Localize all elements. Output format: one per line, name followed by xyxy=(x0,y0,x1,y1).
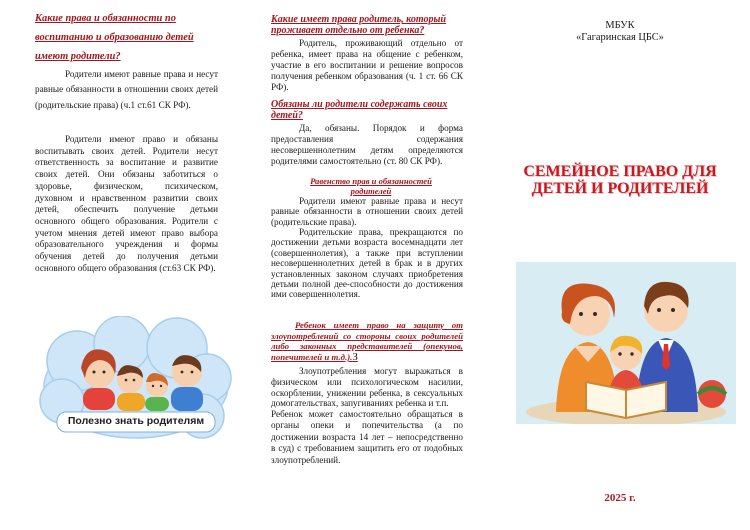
title-line-2: ДЕТЕЙ И РОДИТЕЛЕЙ xyxy=(531,180,709,197)
heading-child-protection xyxy=(271,320,463,362)
heading-support-duty: Обязаны ли родители содержать своих детей? xyxy=(271,99,448,121)
heading-equality: Равенство прав и обязанностей родителей xyxy=(310,176,432,196)
paragraph-equal-rights: Родители имеют равные права и несут равные обязанности в отношении своих детей (родительские права) (ч.1 ст.61 СК РФ). xyxy=(35,69,218,110)
family-reading-illustration xyxy=(516,262,736,424)
org-line-1: МБУК xyxy=(605,20,635,31)
paragraph-equality: Родители имеют равные права и несут равные обязанности в отношении своих детей (родительские права). xyxy=(271,196,463,227)
paragraph-separate-parent: Родитель, проживающий отдельно от ребенка, имеет права на общение с ребенком, участие в его воспитании и решение вопросов получения ребенком образования (ч. 1 ст. 66 СК РФ). xyxy=(271,38,463,92)
heading-parents-rights: Какие права и обязанности по воспитанию и образованию детей имеют родители? xyxy=(35,13,194,62)
paragraph-upbringing-duties: Родители имеют право и обязаны воспитывать своих детей. Родители несут ответственность за воспитание и развитие своих детей. Они обязаны заботиться о здоровье, физическом, психическом, духовном и нравственном развитии своих детей, обеспечить получение детьми основного общего образования. Родители с учетом мнения детей имеют право выбора образовательного учреждения и формы обучения детей до получения детьми основного общего образования (ст.63 СК РФ). xyxy=(35,134,218,273)
heading-child-protection-text: Ребенок имеет право на защиту от злоупотреблений со стороны своих родителей либо законных представителей (опекунов, попечителей и т.д.). xyxy=(271,320,463,362)
brochure-title xyxy=(505,163,735,197)
banner-text: Полезно знать родителям xyxy=(67,415,205,427)
heading-child-protection-tail: З xyxy=(352,350,358,363)
paragraph-abuse-forms: Злоупотребления могут выражаться в физическом или психологическом насилии, оскорблении, унижении ребенка, в сексуальных домогательствах, запугиваниях ребенка и т.п. xyxy=(271,366,463,409)
paragraph-child-appeal: Ребенок может самостоятельно обращаться в органы опеки и попечительства (а по достижении возраста 14 лет – непосредственно в суд) с требованием защитить его от подобных злоупотреблений. xyxy=(271,409,463,465)
paragraph-support-duty: Да, обязаны. Порядок и форма предоставления содержания несовершеннолетним детям определяются родителями самостоятельно (ст. 80 СК РФ). xyxy=(271,123,463,166)
title-line-1: СЕМЕЙНОЕ ПРАВО ДЛЯ xyxy=(523,163,717,180)
heading-separate-parent: Какие имеет права родитель, который проживает отдельно от ребенка? xyxy=(271,14,447,36)
organization-name xyxy=(545,20,695,44)
org-line-2: «Гагаринская ЦБС» xyxy=(576,32,664,43)
family-cloud-illustration xyxy=(37,316,235,448)
year-label: 2025 г. xyxy=(604,492,636,504)
paragraph-rights-termination: Родительские права, прекращаются по достижении детьми возраста восемнадцати лет (совершеннолетия), а также при вступлении несовершеннолетних детей в брак и в других установленных законом случаях приобретения детьми полной дее-способности до достижения ими совершеннолетия. xyxy=(271,227,463,300)
